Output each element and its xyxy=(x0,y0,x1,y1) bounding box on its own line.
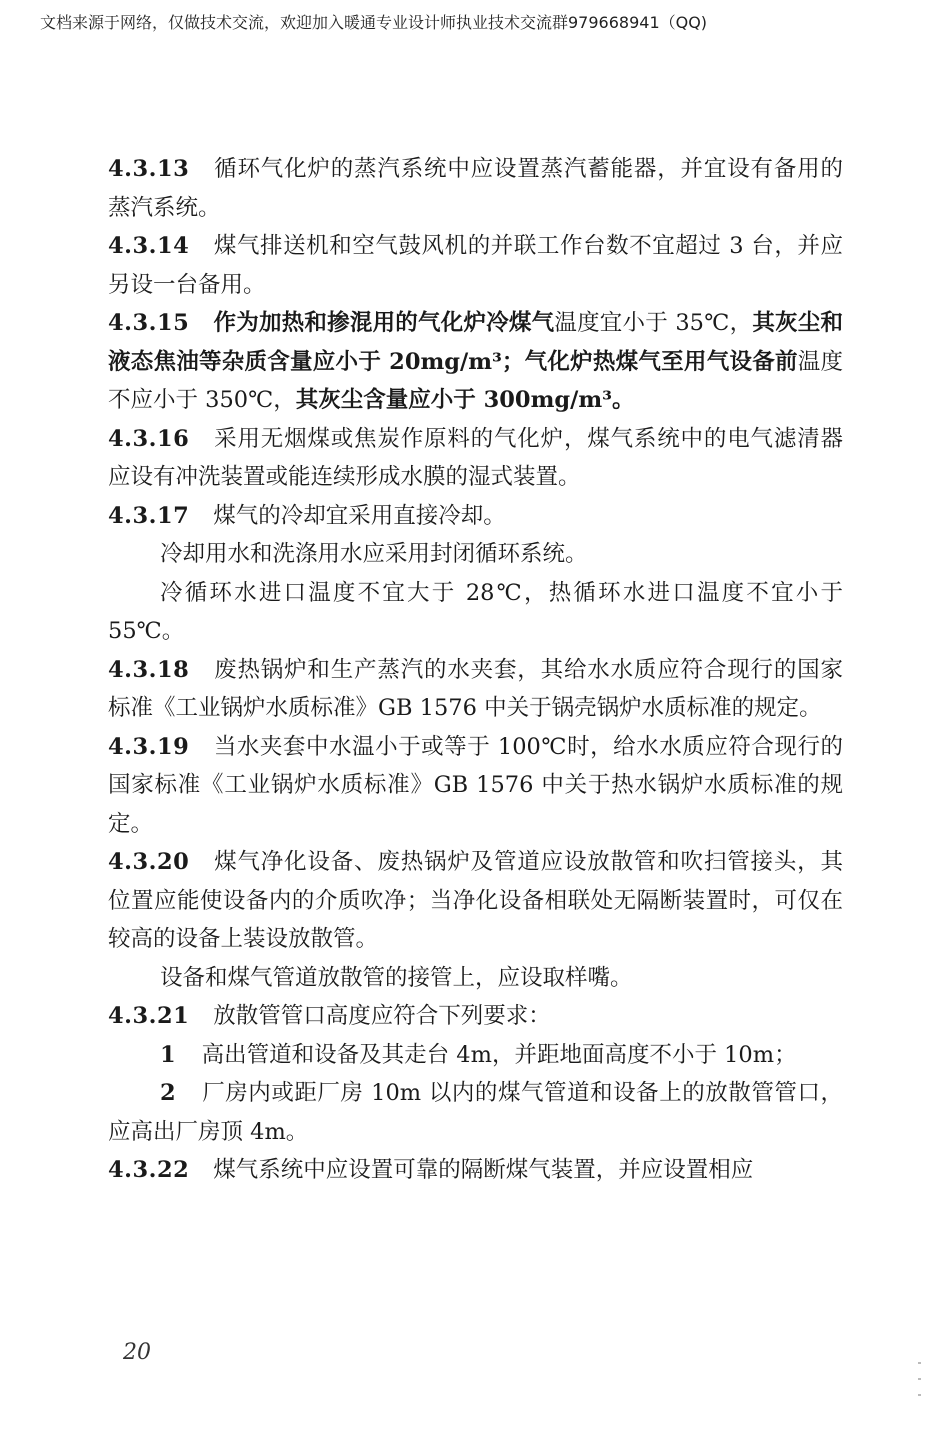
clause-text: 当水夹套中水温小于或等于 100℃时，给水水质应符合现行的国家标准《工业锅炉水质标准》GB 1576 中关于热水锅炉水质标准的规定。 xyxy=(108,733,843,837)
clause-number: 4.3.19 xyxy=(108,733,190,760)
clause-text: 温度不应小于 350℃， xyxy=(108,348,843,413)
clause-text: 采用无烟煤或焦炭作原料的气化炉，煤气系统中的电气滤清器应设有冲洗装置或能连续形成水膜的湿式装置。 xyxy=(108,425,843,490)
scan-artifact xyxy=(918,1378,921,1380)
clause-number: 4.3.22 xyxy=(108,1157,190,1183)
clause-paragraph: 冷循环水进口温度不宜大于 28℃，热循环水进口温度不宜小于 55℃。 xyxy=(108,579,843,644)
clause-text: 煤气系统中应设置可靠的隔断煤气装置，并应设置相应 xyxy=(213,1157,754,1183)
scan-artifact xyxy=(918,1394,921,1396)
clause-text: 煤气排送机和空气鼓风机的并联工作台数不宜超过 3 台，并应另设一台备用。 xyxy=(108,233,843,298)
list-item-text: 厂房内或距厂房 10m 以内的煤气管道和设备上的放散管管口，应高出厂房顶 4m。 xyxy=(108,1080,843,1145)
clause-4-3-15 xyxy=(108,304,843,420)
list-item xyxy=(108,1036,843,1075)
clause-number: 4.3.18 xyxy=(108,656,190,683)
clause-number: 4.3.16 xyxy=(108,425,190,452)
clause-text: 煤气的冷却宜采用直接冷却。 xyxy=(213,502,506,529)
clause-4-3-22 xyxy=(108,1151,843,1190)
clause-text-bold: 作为加热和掺混用的气化炉冷煤气 xyxy=(213,310,555,336)
clause-4-3-19 xyxy=(108,728,843,844)
clause-text: 废热锅炉和生产蒸汽的水夹套，其给水水质应符合现行的国家标准《工业锅炉水质标准》GB 1576 中关于锅壳锅炉水质标准的规定。 xyxy=(108,656,843,721)
clause-number: 4.3.17 xyxy=(108,502,190,529)
clause-number: 4.3.20 xyxy=(108,849,190,875)
list-item-number: 2 xyxy=(160,1080,176,1106)
clause-4-3-14 xyxy=(108,227,843,304)
page-number: 20 xyxy=(123,1340,151,1365)
clause-number: 4.3.15 xyxy=(108,310,190,336)
list-item-text: 高出管道和设备及其走台 4m，并距地面高度不小于 10m； xyxy=(201,1041,797,1068)
scan-artifact xyxy=(918,1362,921,1364)
clause-4-3-21 xyxy=(108,997,843,1036)
clause-text: 温度宜小于 35℃， xyxy=(554,310,753,336)
document-body xyxy=(108,150,843,1190)
clause-text: 煤气净化设备、废热锅炉及管道应设放散管和吹扫管接头，其位置应能使设备内的介质吹净；当净化设备相联处无隔断装置时，可仅在较高的设备上装设放散管。 xyxy=(108,849,843,952)
clause-text: 放散管管口高度应符合下列要求： xyxy=(213,1003,551,1029)
clause-4-3-17 xyxy=(108,497,843,536)
clause-text-bold: 其灰尘含量应小于 300mg/m³。 xyxy=(295,387,635,413)
clause-number: 4.3.21 xyxy=(108,1003,190,1029)
clause-4-3-20 xyxy=(108,843,843,959)
list-item xyxy=(108,1074,843,1151)
clause-4-3-16 xyxy=(108,420,843,497)
watermark-text: 文档来源于网络，仅做技术交流，欢迎加入暖通专业设计师执业技术交流群979668941（QQ) xyxy=(40,13,708,32)
clause-paragraph: 冷却用水和洗涤用水应采用封闭循环系统。 xyxy=(160,541,588,567)
clause-4-3-13 xyxy=(108,150,843,227)
clause-text-bold: 其灰尘和液态焦油等杂质含量应小于 20mg/m³；气化炉热煤气至用气设备前 xyxy=(108,310,843,375)
clause-text: 循环气化炉的蒸汽系统中应设置蒸汽蓄能器，并宜设有备用的蒸汽系统。 xyxy=(108,156,843,221)
clause-paragraph: 设备和煤气管道放散管的接管上，应设取样嘴。 xyxy=(160,964,633,991)
list-item-number: 1 xyxy=(160,1041,176,1068)
clause-number: 4.3.13 xyxy=(108,156,190,182)
clause-number: 4.3.14 xyxy=(108,233,190,259)
clause-4-3-18 xyxy=(108,651,843,728)
